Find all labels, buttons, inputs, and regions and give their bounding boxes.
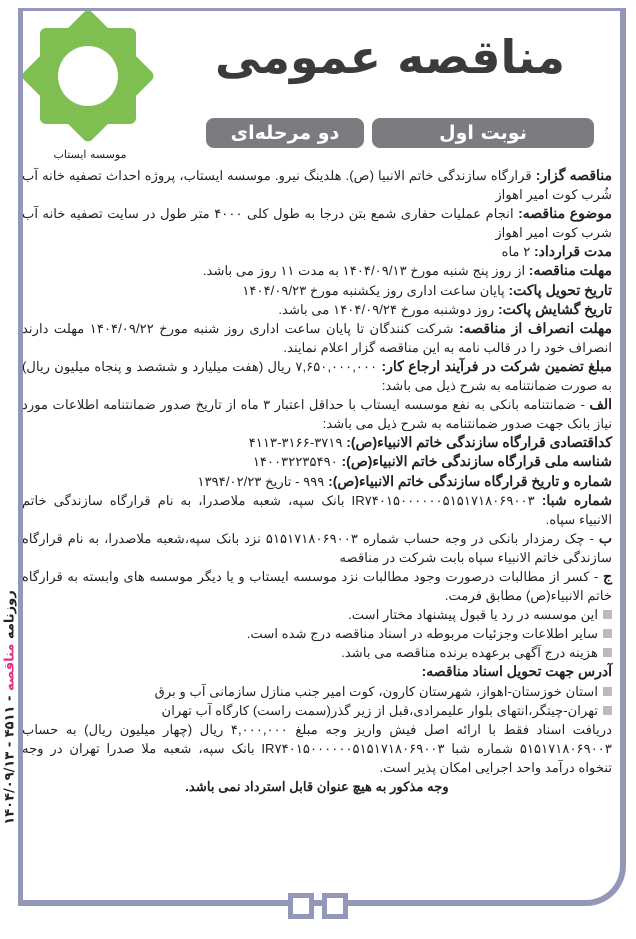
sheba: شماره شبا: IR۷۴۰۱۵۰۰۰۰۰۰۵۱۵۱۷۱۸۰۶۹۰۰۳ بانک سپه، شعبه ملاصدرا، به نام قرارگاه سازندگی خاتم الانبیاء سپاه. <box>22 491 612 527</box>
address-ahvaz: استان خوزستان-اهواز، شهرستان کارون، کوت امیر جنب منازل سازمانی آب و برق <box>22 682 612 701</box>
withdrawal: مهلت انصراف از مناقصه: شرکت کنندگان تا پایان ساعت اداری روز شنبه مورخ ۱۴۰۴/۰۹/۲۲ مهلت دارند انصراف خود را در قالب نامه به این مناقصه گزار اعلام نمایند. <box>22 319 612 355</box>
guarantee-b: ب - چک رمزدار بانکی در وجه حساب شماره ۵۱۵۱۷۱۸۰۶۹۰۰۳ نزد بانک سپه،شعبه ملاصدرا، به نام قرارگاه سازندگی خاتم الانبیاء سپاه بابت شرکت در مناقصه <box>22 529 612 565</box>
address-tehran: تهران-چیتگر،انتهای بلوار علیمرادی،قبل از زیر گذر(سمت راست) کارگاه آب تهران <box>22 701 612 720</box>
non-refundable-note: وجه مذکور به هیچ عنوان قابل استرداد نمی باشد. <box>185 779 449 794</box>
brand-name: مناقصه <box>2 643 18 692</box>
deadline: مهلت مناقصه: از روز پنج شنبه مورخ ۱۴۰۴/۰۹/۱۳ به مدت ۱۱ روز می باشد. <box>202 262 612 279</box>
bullet-item: هزینه درج آگهی برعهده برنده مناقصه می باشد. <box>22 643 612 662</box>
round-badge: نوبت اول <box>372 118 594 148</box>
duration: مدت قرارداد: ۲ ماه <box>501 243 612 260</box>
stage-badge: دو مرحله‌ای <box>206 118 364 148</box>
registration: شماره و تاریخ قرارگاه سازندگی خاتم الانبیاء(ص): ۹۹۹ - تاریخ ۱۳۹۴/۰۲/۲۳ <box>197 472 612 489</box>
guarantee-a: الف - ضمانتنامه بانکی به نفع موسسه ایستاب با حداقل اعتبار ۳ ماه از تاریخ صدور ضمانتنامه اطلاعات مورد نیاز بانک جهت صدور ضمانتنامه به شرح ذیل می باشد: <box>22 396 613 432</box>
paper-name: روزنامه <box>2 590 18 640</box>
bullet-item: این موسسه در رد یا قبول پیشنهاد مختار است. <box>22 605 612 624</box>
address-title: آدرس جهت تحویل اسناد مناقصه: <box>421 663 612 680</box>
newspaper-label <box>3 578 18 838</box>
tenderer: مناقصه گزار: قرارگاه سازندگی خاتم الانبیا (ص). هلدینگ نیرو. موسسه ایستاب، پروژه احداث تصفیه خانه آب شُرب کوت امیر اهواز <box>22 167 612 203</box>
delivery-date: تاریخ تحویل پاکت: پایان ساعت اداری روز یکشنبه مورخ ۱۴۰۴/۰۹/۲۳ <box>242 281 612 298</box>
logo-emblem <box>58 46 118 106</box>
opening-date: تاریخ گشایش پاکت: روز دوشنبه مورخ ۱۴۰۴/۰۹/۲۴ می باشد. <box>278 300 612 317</box>
ad-body <box>22 166 612 796</box>
bullet-item: سایر اطلاعات وجزئیات مربوطه در اسناد مناقصه درج شده است. <box>22 624 612 643</box>
decor-square <box>322 893 348 919</box>
national-id: شناسه ملی قرارگاه سازندگی خاتم الانبیاء(ص): ۱۴۰۰۳۲۲۳۵۴۹۰ <box>252 453 612 470</box>
logo-caption: موسسه ایستاب <box>53 148 127 161</box>
guarantee-c: ج - کسر از مطالبات درصورت وجود مطالبات نزد موسسه ایستاب و یا دیگر موسسه های وابسته به قرارگاه خاتم الانبیاء(ص) مطابق فرمت. <box>22 567 612 604</box>
issue-info: - ۴۵۱۱ - ۱۴۰۴/۰۹/۱۳ <box>2 695 18 825</box>
document-fee: دریافت اسناد فقط با ارائه اصل فیش واریز وجه مبلغ ۴,۰۰۰,۰۰۰ ریال (چهار میلیون ریال) به حساب ۵۱۵۱۷۱۸۰۶۹۰۰۳ شماره شبا IR۷۴۰۱۵۰۰۰۰۰۰۵۱۵۱۷۱۸۰۶۹۰۰۳ بانک سپه، شعبه ملا صدرا تهران در وجه تنخواه درآمد واحد اجرایی امکان پذیر است. <box>22 721 612 775</box>
decor-square <box>288 893 314 919</box>
economic-code: کداقتصادی قرارگاه سازندگی خاتم الانبیاء(ص): ۳۷۱۹-۳۱۶۶-۴۱۱۳ <box>248 434 612 451</box>
subject: موضوع مناقصه: انجام عملیات حفاری شمع بتن درجا به طول کلی ۴۰۰۰ متر طول در سایت تصفیه خانه آب شرب کوت امیر اهواز <box>22 205 612 241</box>
guarantee: مبلغ تضمین شرکت در فرآیند ارجاع کار: ۷,۶۵۰,۰۰۰,۰۰۰ ریال (هفت میلیارد و ششصد و پنجاه میلیون ریال) به صورت ضمانتنامه به شرح ذیل می باشد: <box>22 357 612 394</box>
page-title: مناقصه عمومی <box>214 30 565 84</box>
